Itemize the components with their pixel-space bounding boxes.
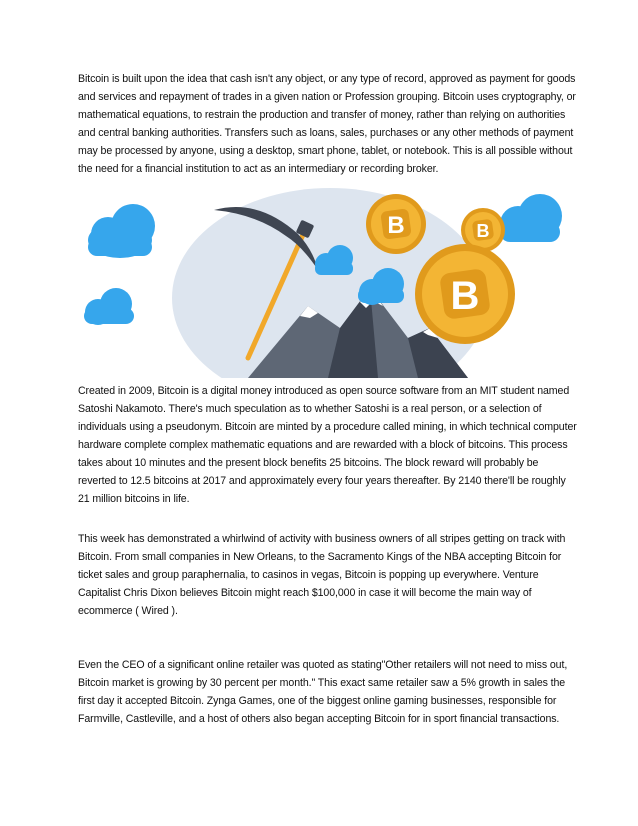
cloud-icon bbox=[500, 194, 562, 242]
bitcoin-coin-icon bbox=[415, 244, 515, 344]
bitcoin-mining-illustration bbox=[78, 188, 562, 378]
paragraph-business-adoption: This week has demonstrated a whirlwind of activity with business owners of all stripes getting on track with Bitcoin. From small companies in New Orleans, to the Sacramento Kings of the NBA accepting Bitcoin for ticket sales and group paraphernalia, to casinos in vegas, Bitcoin is popping up everywhere. Venture Capitalist Chris Dixon believes Bitcoin might reach $100,000 in case it will become the main way of ecommerce ( Wired ). bbox=[78, 533, 566, 617]
cloud-icon bbox=[88, 204, 155, 258]
paragraph-bitcoin-history: Created in 2009, Bitcoin is a digital money introduced as open source software from an MIT student named Satoshi Nakamoto. There's much speculation as to whether Satoshi is a real person, or a selection of individuals using a pseudonym. Bitcoin are minted by a procedure called mining, in which technical computer hardware complete complex mathematic equations and are rewarded with a block of bitcoins. This process takes about 10 minutes and the present block benefits 25 bitcoins. The block reward will probably be reverted to 12.5 bitcoins at 2017 and approximately every four years thereafter. By 2140 there'll be roughly 21 million bitcoins in life. bbox=[78, 385, 577, 505]
bitcoin-coin-icon bbox=[366, 194, 426, 254]
svg-text:B: B bbox=[476, 221, 490, 241]
svg-text:B: B bbox=[387, 212, 405, 239]
paragraph-bitcoin-definition: Bitcoin is built upon the idea that cash isn't any object, or any type of record, approved as payment for goods and services and repayment of trades in a given nation or Profession grouping. Bitcoin uses cryptography, or mathematical equations, to restrain the production and transfer of money, rather than relying on authorities and central banking authorities. Transfers such as loans, sales, purchases or any other methods of payment may be processed by anyone, using a desktop, smart phone, tablet, or notebook. This is all possible without the need for a financial institution to act as an intermediary or recording broker. bbox=[78, 73, 576, 175]
paragraph-retailer-growth: Even the CEO of a significant online retailer was quoted as stating"Other retailers will not need to miss out, Bitcoin market is growing by 30 percent per month." This exact same retailer saw a 5% growth in sales the first day it accepted Bitcoin. Zynga Games, one of the biggest online gaming businesses, responsible for Farmville, Castleville, and a host of others also began accepting Bitcoin for in sport financial transactions. bbox=[78, 659, 568, 725]
cloud-icon bbox=[84, 288, 134, 325]
svg-text:B: B bbox=[450, 274, 480, 318]
